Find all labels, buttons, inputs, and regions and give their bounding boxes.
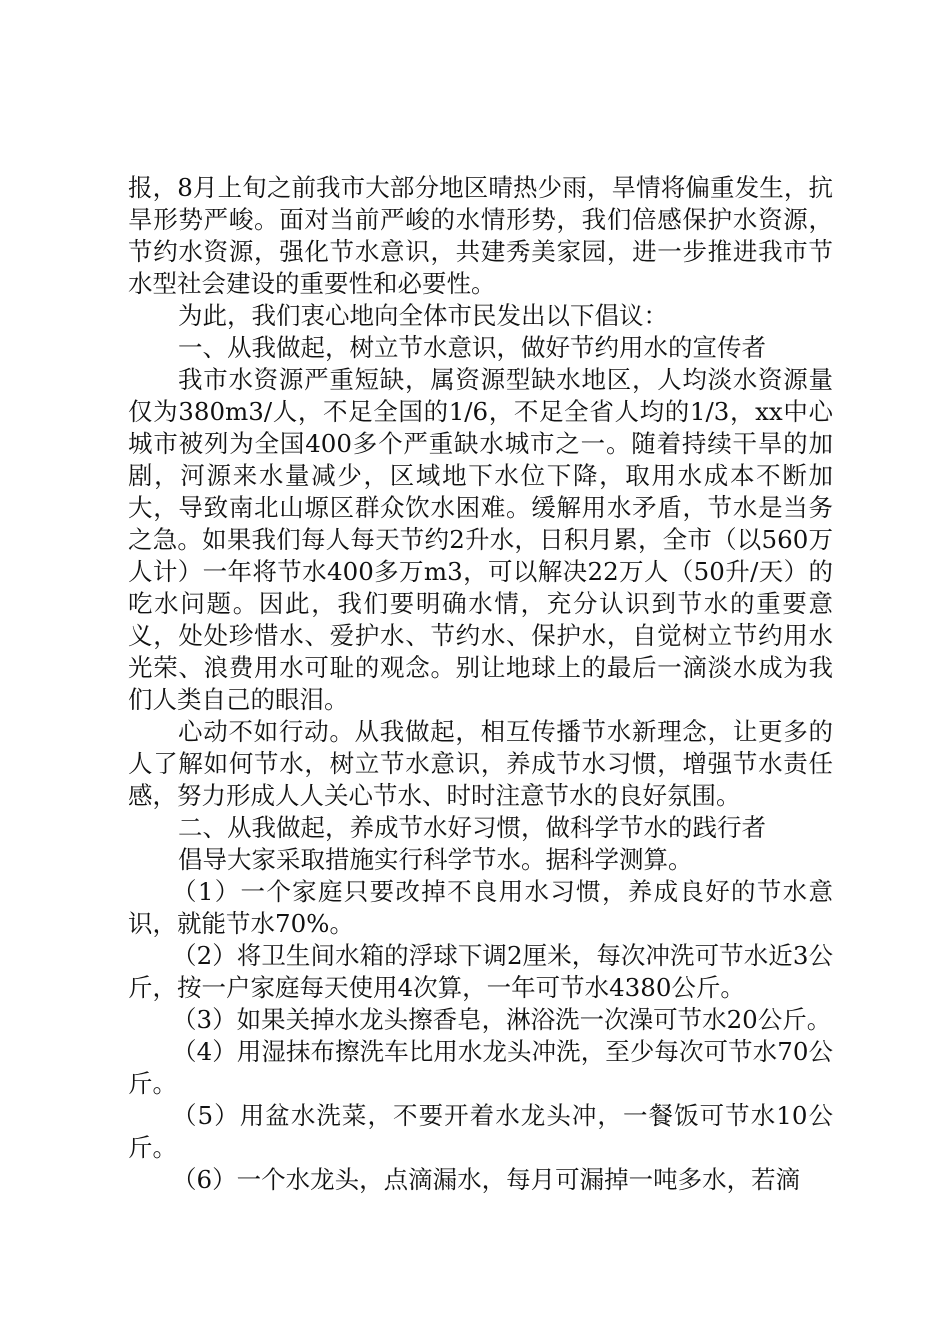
paragraph-proposal-intro: 为此，我们衷心地向全体市民发出以下倡议： [178,301,668,330]
document-page [128,172,833,1196]
list-item-1: （1）一个家庭只要改掉不良用水习惯，养成良好的节水意识，就能节水70%。 [128,877,833,938]
paragraph-drought-situation: 报，8月上旬之前我市大部分地区晴热少雨，旱情将偏重发生，抗旱形势严峻。面对当前严峻的水情形势，我们倍感保护水资源，节约水资源，强化节水意识，共建秀美家园，进一步推进我市节水型社会建设的重要性和必要性。 [128,173,833,298]
list-item-5: （5）用盆水洗菜，不要开着水龙头冲，一餐饭可节水10公斤。 [128,1101,833,1162]
list-item-6: （6）一个水龙头，点滴漏水，每月可漏掉一吨多水，若滴 [172,1165,801,1194]
section-heading-1: 一、从我做起，树立节水意识，做好节约用水的宣传者 [178,333,766,362]
list-item-2: （2）将卫生间水箱的浮球下调2厘米，每次冲洗可节水近3公斤，按一户家庭每天使用4次算，一年可节水4380公斤。 [128,941,833,1002]
list-item-3: （3）如果关掉水龙头擦香皂，淋浴洗一次澡可节水20公斤。 [172,1005,832,1034]
section-heading-2: 二、从我做起，养成节水好习惯，做科学节水的践行者 [178,813,766,842]
list-item-4: （4）用湿抹布擦洗车比用水龙头冲洗，至少每次可节水70公斤。 [128,1037,833,1098]
paragraph-action: 心动不如行动。从我做起，相互传播节水新理念，让更多的人了解如何节水，树立节水意识，养成节水习惯，增强节水责任感，努力形成人人关心节水、时时注意节水的良好氛围。 [128,717,833,810]
paragraph-scientific-saving: 倡导大家采取措施实行科学节水。据科学测算。 [178,845,693,874]
paragraph-water-shortage: 我市水资源严重短缺，属资源型缺水地区，人均淡水资源量仅为380m3/人，不足全国的1/6，不足全省人均的1/3，xx中心城市被列为全国400多个严重缺水城市之一。随着持续干旱的加剧，河源来水量减少，区域地下水位下降，取用水成本不断加大，导致南北山塬区群众饮水困难。缓解用水矛盾，节水是当务之急。如果我们每人每天节约2升水，日积月累，全市（以560万人计）一年将节水400多万m3，可以解决22万人（50升/天）的吃水问题。因此，我们要明确水情，充分认识到节水的重要意义，处处珍惜水、爱护水、节约水、保护水，自觉树立节约用水光荣、浪费用水可耻的观念。别让地球上的最后一滴淡水成为我们人类自己的眼泪。 [128,365,833,714]
